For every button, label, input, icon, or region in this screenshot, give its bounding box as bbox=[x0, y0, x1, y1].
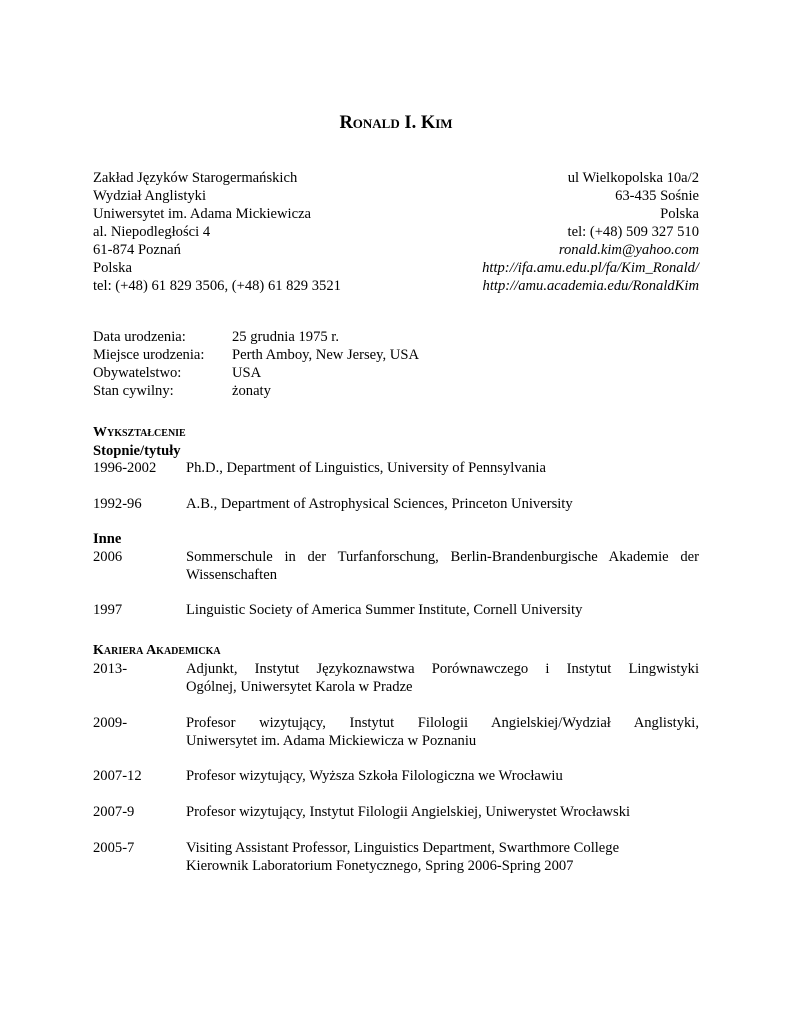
home-phone: tel: (+48) 509 327 510 bbox=[567, 224, 699, 240]
career-entry bbox=[93, 839, 699, 875]
entry-date: 1996-2002 bbox=[93, 460, 157, 476]
degree-entry bbox=[93, 459, 699, 477]
education-heading: Wykształcenie bbox=[93, 425, 186, 440]
work-address-line: al. Niepodległości 4 bbox=[93, 224, 211, 240]
home-address-line: ul Wielkopolska 10a/2 bbox=[567, 170, 699, 186]
academia-link[interactable]: http://amu.academia.edu/RonaldKim bbox=[482, 278, 699, 294]
personal-label: Miejsce urodzenia: bbox=[93, 347, 205, 363]
entry-description bbox=[186, 548, 699, 584]
career-entry bbox=[93, 714, 699, 750]
personal-value: Perth Amboy, New Jersey, USA bbox=[232, 347, 419, 363]
other-entry bbox=[93, 601, 699, 619]
entry-description bbox=[186, 839, 699, 875]
entry-date: 2005-7 bbox=[93, 840, 135, 856]
personal-row bbox=[93, 346, 699, 364]
personal-row bbox=[93, 364, 699, 382]
entry-line: Visiting Assistant Professor, Linguistics Department, Swarthmore College bbox=[186, 840, 620, 856]
entry-date: 2013- bbox=[93, 661, 128, 677]
entry-line: Uniwersytet im. Adama Mickiewicza w Poznaniu bbox=[186, 733, 477, 749]
entry-line: Ph.D., Department of Linguistics, University of Pennsylvania bbox=[186, 460, 546, 476]
career-heading: Kariera Akademicka bbox=[93, 643, 221, 658]
personal-info bbox=[93, 328, 699, 400]
personal-label: Stan cywilny: bbox=[93, 383, 174, 399]
entry-line: Profesor wizytujący, Instytut Filologii Angielskiej/Wydział Anglistyki, bbox=[186, 715, 699, 731]
entry-date: 1992-96 bbox=[93, 496, 142, 512]
entry-description bbox=[186, 601, 699, 619]
entry-line: Profesor wizytujący, Instytut Filologii Angielskiej, Uniwerystet Wrocławski bbox=[186, 804, 631, 820]
degree-entry bbox=[93, 495, 699, 513]
other-entry bbox=[93, 548, 699, 584]
work-phone: tel: (+48) 61 829 3506, (+48) 61 829 3521 bbox=[93, 278, 341, 294]
career-entry bbox=[93, 803, 699, 821]
entry-line: Linguistic Society of America Summer Institute, Cornell University bbox=[186, 602, 583, 618]
entry-line: A.B., Department of Astrophysical Sciences, Princeton University bbox=[186, 496, 573, 512]
page-title: Ronald I. Kim bbox=[339, 113, 453, 133]
entry-description bbox=[186, 803, 699, 821]
career-entry bbox=[93, 767, 699, 785]
entry-description bbox=[186, 714, 699, 750]
entry-date: 1997 bbox=[93, 602, 123, 618]
home-address-line: Polska bbox=[660, 206, 699, 222]
career-entry bbox=[93, 660, 699, 696]
faculty-page-link[interactable]: http://ifa.amu.edu.pl/fa/Kim_Ronald/ bbox=[482, 260, 699, 276]
other-heading: Inne bbox=[93, 531, 122, 547]
personal-value: żonaty bbox=[232, 383, 271, 399]
entry-date: 2007-12 bbox=[93, 768, 142, 784]
personal-row bbox=[93, 382, 699, 400]
home-address-line: 63-435 Sośnie bbox=[615, 188, 699, 204]
work-address-line: Polska bbox=[93, 260, 132, 276]
entry-description bbox=[186, 767, 699, 785]
entry-date: 2009- bbox=[93, 715, 128, 731]
entry-line: Ogólnej, Uniwersytet Karola w Pradze bbox=[186, 679, 413, 695]
degrees-heading: Stopnie/tytuły bbox=[93, 443, 181, 459]
entry-description bbox=[186, 660, 699, 696]
entry-line: Sommerschule in der Turfanforschung, Berlin-Brandenburgische Akademie der bbox=[186, 549, 699, 565]
entry-line: Kierownik Laboratorium Fonetycznego, Spring 2006-Spring 2007 bbox=[186, 858, 574, 874]
personal-row bbox=[93, 328, 699, 346]
personal-value: USA bbox=[232, 365, 262, 381]
personal-label: Obywatelstwo: bbox=[93, 365, 182, 381]
home-address bbox=[369, 169, 699, 295]
entry-date: 2006 bbox=[93, 549, 123, 565]
personal-value: 25 grudnia 1975 r. bbox=[232, 329, 340, 345]
work-address-line: Wydział Anglistyki bbox=[93, 188, 207, 204]
work-address-line: Uniwersytet im. Adama Mickiewicza bbox=[93, 206, 312, 222]
entry-date: 2007-9 bbox=[93, 804, 135, 820]
entry-line: Adjunkt, Instytut Językoznawstwa Porównawczego i Instytut Lingwistyki bbox=[186, 661, 699, 677]
work-address-line: 61-874 Poznań bbox=[93, 242, 181, 258]
entry-description bbox=[186, 495, 699, 513]
entry-line: Profesor wizytujący, Wyższa Szkoła Filologiczna we Wrocławiu bbox=[186, 768, 563, 784]
career-section bbox=[93, 642, 699, 660]
work-address-line: Zakład Języków Starogermańskich bbox=[93, 170, 298, 186]
entry-line: Wissenschaften bbox=[186, 567, 277, 583]
entry-description bbox=[186, 459, 699, 477]
email-link[interactable]: ronald.kim@yahoo.com bbox=[558, 242, 699, 258]
education-section bbox=[93, 424, 699, 460]
personal-label: Data urodzenia: bbox=[93, 329, 186, 345]
